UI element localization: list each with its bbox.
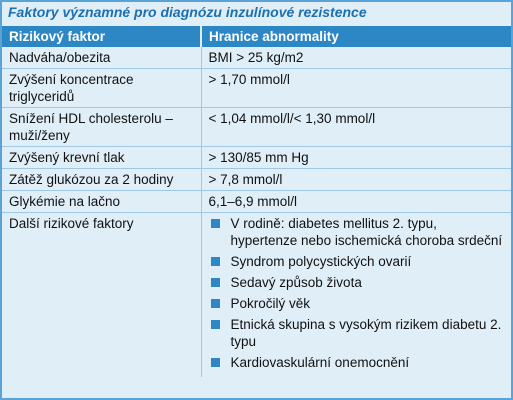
list-item <box>209 354 508 371</box>
list-item-text: Etnická skupina s vysokým rizikem diabetu 2. typu <box>230 317 502 349</box>
column-header-threshold: Hranice abnormality <box>201 26 511 47</box>
list-item <box>209 215 508 249</box>
threshold-cell: < 1,04 mmol/l/< 1,30 mmol/l <box>201 108 511 147</box>
factor-cell: Glykémie na lačno <box>2 191 201 213</box>
list-item <box>209 295 508 312</box>
table-row <box>2 169 511 191</box>
column-header-factor: Rizikový faktor <box>2 26 201 47</box>
list-item-text: V rodině: diabetes mellitus 2. typu, hypertenze nebo ischemická choroba srdeční <box>230 216 503 248</box>
square-bullet-icon <box>211 358 220 367</box>
threshold-cell: > 1,70 mmol/l <box>201 69 511 108</box>
list-item-text: Sedavý způsob života <box>230 275 362 290</box>
threshold-cell: > 7,8 mmol/l <box>201 169 511 191</box>
factor-cell: Snížení HDL cholesterolu – muži/ženy <box>2 108 201 147</box>
list-item <box>209 316 508 350</box>
factor-cell: Zátěž glukózou za 2 hodiny <box>2 169 201 191</box>
table-row <box>2 147 511 169</box>
threshold-cell: 6,1–6,9 mmol/l <box>201 191 511 213</box>
list-item-text: Pokročilý věk <box>230 296 311 311</box>
risk-factors-table <box>2 26 511 377</box>
factor-cell: Nadváha/obezita <box>9 50 111 65</box>
square-bullet-icon <box>211 278 220 287</box>
list-item-text: Kardiovaskulární onemocnění <box>230 355 410 370</box>
square-bullet-icon <box>211 320 220 329</box>
table-header-row <box>2 26 511 47</box>
factor-cell: Další rizikové faktory <box>2 213 201 378</box>
square-bullet-icon <box>211 257 220 266</box>
table-row <box>2 191 511 213</box>
factor-cell: Zvýšení koncentrace triglyceridů <box>2 69 201 108</box>
table-title: Faktory významné pro diagnózu inzulínové rezistence <box>8 4 367 20</box>
table-row <box>2 69 511 108</box>
square-bullet-icon <box>211 219 220 228</box>
other-factors-cell <box>201 213 511 378</box>
factor-cell: Zvýšený krevní tlak <box>2 147 201 169</box>
list-item-text: Syndrom polycystických ovarií <box>230 254 412 269</box>
threshold-cell: > 130/85 mm Hg <box>201 147 511 169</box>
table-row <box>2 213 511 378</box>
other-factors-list <box>209 215 508 371</box>
square-bullet-icon <box>211 299 220 308</box>
list-item <box>209 274 508 291</box>
list-item <box>209 253 508 270</box>
table-row <box>2 47 511 69</box>
threshold-cell: BMI > 25 kg/m2 <box>201 47 511 69</box>
table-row <box>2 108 511 147</box>
